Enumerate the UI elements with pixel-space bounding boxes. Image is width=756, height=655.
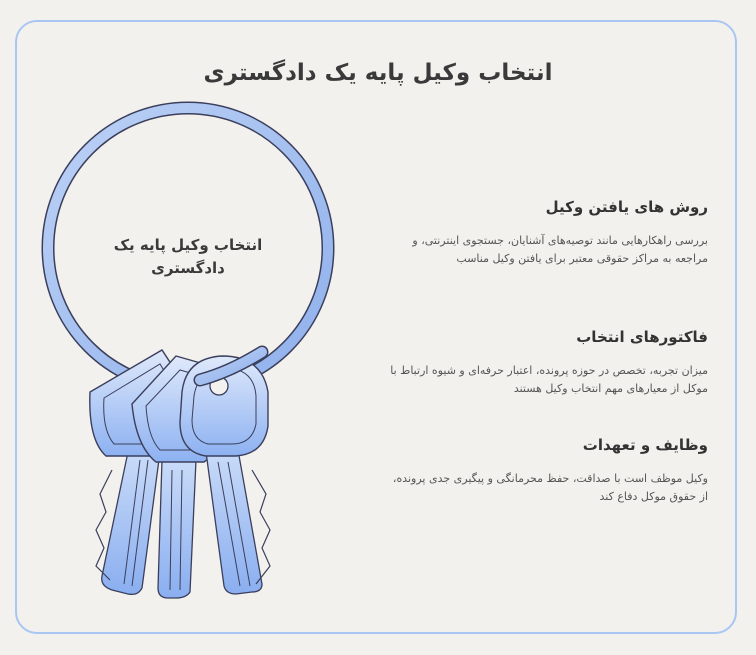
section-duties [388, 436, 708, 506]
ring-label: انتخاب وکیل پایه یک دادگستری [113, 236, 263, 277]
section-body: بررسی راهکارهایی مانند توصیه‌های آشنایان، جستجوی اینترنتی، و مراجعه به مراکز حقوقی معتبر برای یافتن وکیل مناسب [412, 234, 708, 265]
page-title: انتخاب وکیل پایه یک دادگستری [203, 60, 553, 86]
section-heading: وظایف و تعهدات [582, 436, 708, 454]
section-heading: فاکتورهای انتخاب [576, 328, 708, 346]
section-finding-lawyer [388, 198, 708, 268]
section-body: وکیل موظف است با صداقت، حفظ محرمانگی و پیگیری جدی پرونده، از حقوق موکل دفاع کند [392, 472, 708, 503]
section-heading: روش های یافتن وکیل [545, 198, 708, 216]
section-body: میزان تجربه، تخصص در حوزه پرونده، اعتبار حرفه‌ای و شیوه ارتباط با موکل از معیارهای مهم انتخاب وکیل هستند [390, 364, 708, 395]
section-selection-factors [388, 328, 708, 398]
